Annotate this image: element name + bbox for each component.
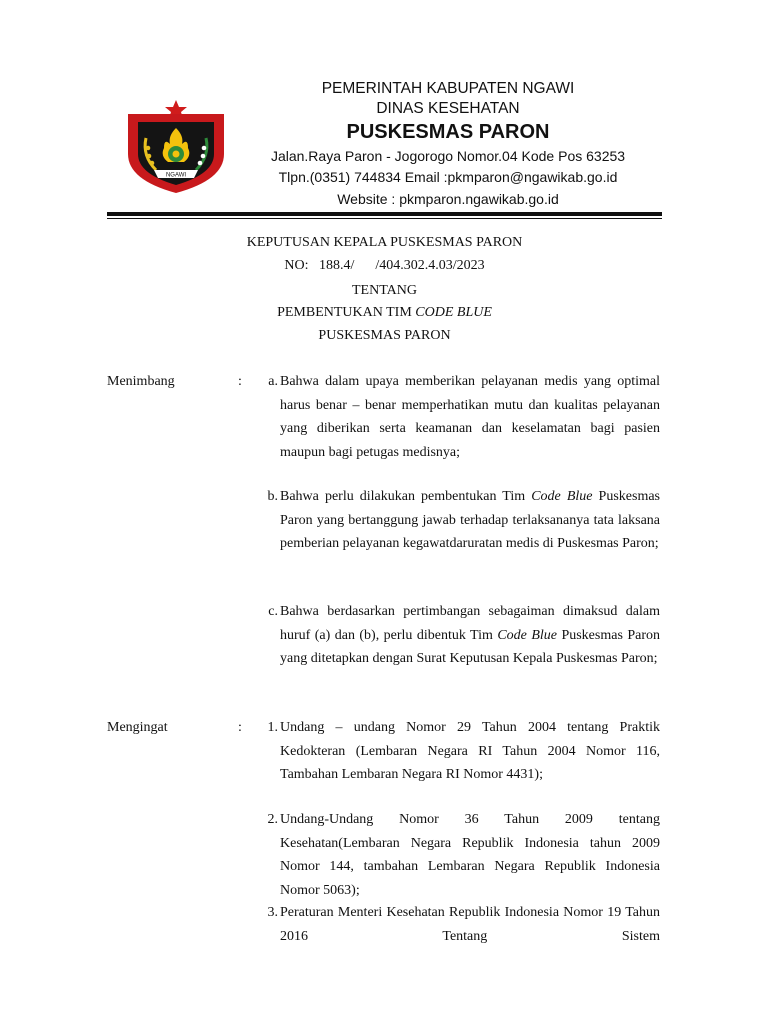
mengingat-item-3: [250, 901, 660, 948]
letterhead-rule-thick: [107, 212, 662, 216]
item-marker: 3.: [267, 905, 278, 920]
letterhead-rule-thin: [107, 218, 662, 219]
letterhead-institution: PUSKESMAS PARON: [346, 121, 550, 143]
decree-number: NO: 188.4/ /404.302.4.03/2023: [284, 258, 485, 273]
item-marker: c.: [268, 604, 278, 619]
menimbang-item-b: [250, 485, 660, 556]
logo-ribbon-text: NGAWI: [165, 172, 187, 179]
mengingat-item-2: [250, 808, 660, 902]
item-text: Bahwa dalam upaya memberikan pelayanan medis yang optimal harus benar – benar memperhatikan mutu dan kualitas pelayanan yang diberikan serta keamanan dan keselamatan bagi pasien maupun bagi petugas medisnya;: [280, 374, 660, 460]
decree-title: KEPUTUSAN KEPALA PUSKESMAS PARON: [246, 235, 523, 250]
menimbang-item-a: [250, 370, 660, 464]
item-text: Undang-Undang Nomor 36 Tahun 2009 tentang Kesehatan(Lembaran Negara Republik Indonesia tahun 2009 Nomor 144, tambahan Lembaran Negara Republik Indonesia Nomor 5063);: [280, 812, 660, 898]
decree-about: TENTANG: [352, 283, 417, 298]
item-text: Bahwa berdasarkan pertimbangan sebagaiman dimaksud dalam huruf (a) dan (b), perlu dibentuk Tim Code Blue Puskesmas Paron yang ditetapkan dengan Surat Keputusan Kepala Puskesmas Paron;: [280, 604, 660, 666]
item-marker: 1.: [267, 720, 278, 735]
letterhead-government: PEMERINTAH KABUPATEN NGAWI: [321, 80, 575, 97]
puskesmas-logo: [122, 98, 230, 194]
menimbang-colon: :: [238, 374, 242, 389]
menimbang-label: Menimbang: [107, 374, 175, 389]
item-text: Undang – undang Nomor 29 Tahun 2004 tentang Praktik Kedokteran (Lembaran Negara RI Tahun 2004 Nomor 116, Tambahan Lembaran Negara RI Nomor 4431);: [280, 720, 660, 782]
item-marker: b.: [267, 489, 278, 504]
item-marker: 2.: [267, 812, 278, 827]
letterhead-address: Jalan.Raya Paron - Jogorogo Nomor.04 Kode Pos 63253: [270, 148, 626, 164]
item-text: Peraturan Menteri Kesehatan Republik Indonesia Nomor 19 Tahun 2016 Tentang Sistem: [280, 905, 660, 944]
mengingat-label: Mengingat: [107, 720, 168, 735]
decree-subject: PEMBENTUKAN TIM CODE BLUE: [277, 305, 492, 320]
letterhead-department: DINAS KESEHATAN: [376, 100, 520, 117]
decree-subject-place: PUSKESMAS PARON: [318, 328, 451, 343]
menimbang-item-c: [250, 600, 660, 671]
item-marker: a.: [268, 374, 278, 389]
mengingat-item-1: [250, 716, 660, 787]
letterhead-website: Website : pkmparon.ngawikab.go.id: [337, 191, 559, 207]
mengingat-colon: :: [238, 720, 242, 735]
letterhead-contact: Tlpn.(0351) 744834 Email :pkmparon@ngawikab.go.id: [278, 169, 618, 185]
item-text: Bahwa perlu dilakukan pembentukan Tim Code Blue Puskesmas Paron yang bertanggung jawab terhadap terlaksananya tata laksana pemberian pelayanan kegawatdaruratan medis di Puskesmas Paron;: [280, 489, 660, 551]
